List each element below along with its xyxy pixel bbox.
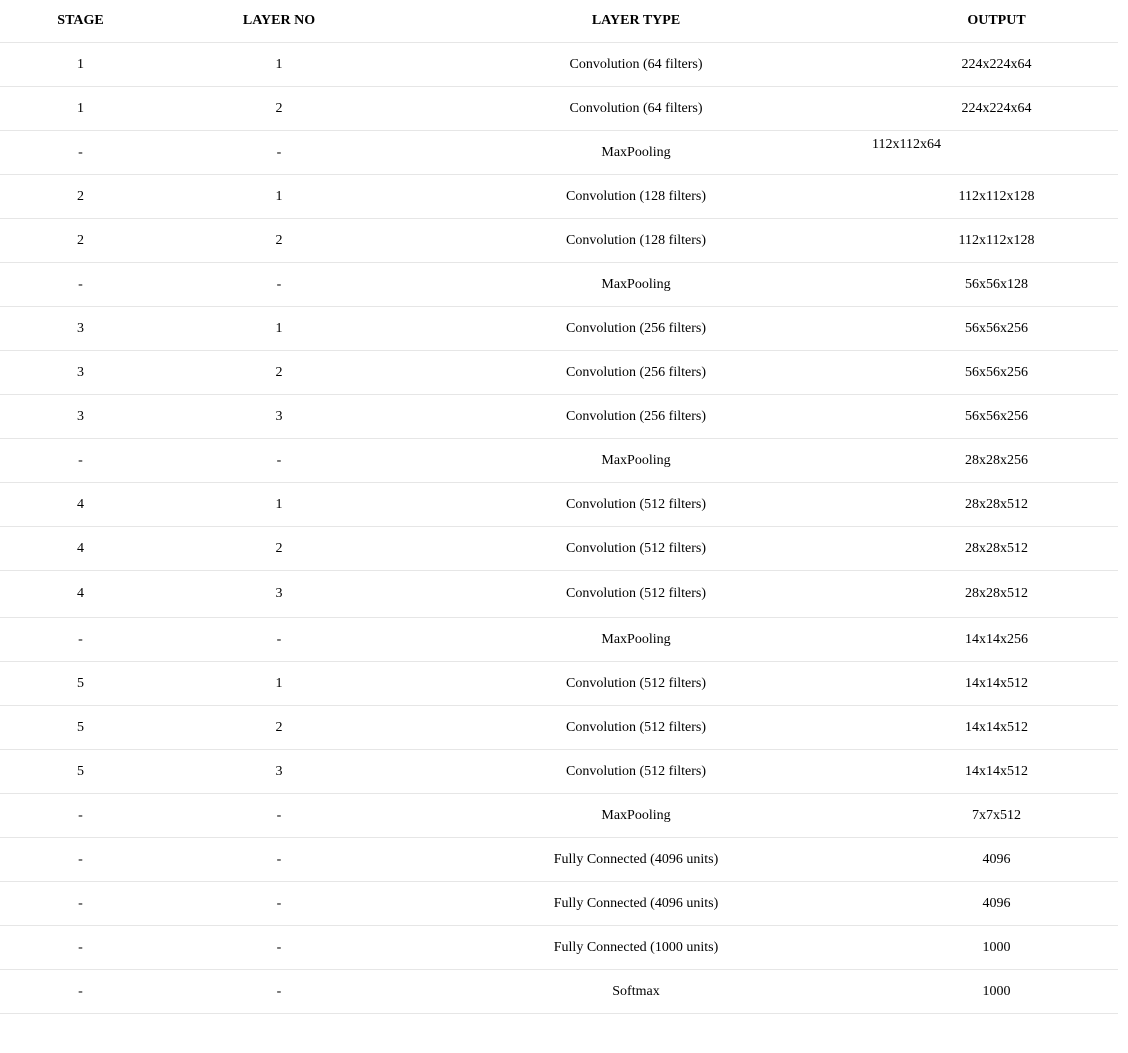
cell-layer-no: 1 xyxy=(161,483,397,527)
cell-layer-type: Convolution (512 filters) xyxy=(397,662,875,706)
cell-output: 28x28x256 xyxy=(875,439,1118,483)
cell-stage: - xyxy=(0,970,161,1014)
cell-layer-no: 3 xyxy=(161,571,397,618)
table-row xyxy=(0,750,1118,794)
cell-stage: - xyxy=(0,882,161,926)
cell-layer-no: 2 xyxy=(161,351,397,395)
cell-stage: 4 xyxy=(0,571,161,618)
cell-layer-type: Fully Connected (4096 units) xyxy=(397,882,875,926)
cell-layer-no: 1 xyxy=(161,662,397,706)
cell-output xyxy=(872,131,1118,175)
cell-stage: 2 xyxy=(0,175,161,219)
table-row xyxy=(0,263,1118,307)
cell-layer-no: - xyxy=(161,131,397,175)
header-layer-no: LAYER NO xyxy=(161,0,397,43)
header-row xyxy=(0,0,1118,43)
table-row xyxy=(0,970,1118,1014)
table-row xyxy=(0,439,1118,483)
cell-layer-no: - xyxy=(161,926,397,970)
table-row xyxy=(0,882,1118,926)
table-row xyxy=(0,131,1118,175)
cell-output: 28x28x512 xyxy=(875,571,1118,618)
cell-layer-type: Convolution (256 filters) xyxy=(397,395,875,439)
cell-output: 56x56x256 xyxy=(875,395,1118,439)
cell-layer-type: MaxPooling xyxy=(397,794,875,838)
cell-output-text: 112x112x64 xyxy=(872,137,941,152)
cell-layer-type: Convolution (512 filters) xyxy=(397,750,875,794)
cell-stage: - xyxy=(0,439,161,483)
table-row xyxy=(0,662,1118,706)
table-header xyxy=(0,0,1118,43)
cell-layer-type: Convolution (64 filters) xyxy=(397,87,875,131)
cell-stage: 5 xyxy=(0,662,161,706)
cell-output: 224x224x64 xyxy=(875,43,1118,87)
cell-layer-no: 1 xyxy=(161,175,397,219)
cell-output: 112x112x128 xyxy=(875,175,1118,219)
cell-layer-no: - xyxy=(161,794,397,838)
table-body xyxy=(0,43,1118,1014)
cell-output: 1000 xyxy=(875,970,1118,1014)
cell-stage: 1 xyxy=(0,43,161,87)
cell-layer-type: Convolution (256 filters) xyxy=(397,351,875,395)
cell-layer-type: Convolution (64 filters) xyxy=(397,43,875,87)
cell-output: 224x224x64 xyxy=(875,87,1118,131)
table-row xyxy=(0,483,1118,527)
cell-stage: 2 xyxy=(0,219,161,263)
table-row xyxy=(0,175,1118,219)
cell-layer-type: MaxPooling xyxy=(397,618,875,662)
cell-stage: 5 xyxy=(0,750,161,794)
cell-layer-type: Fully Connected (1000 units) xyxy=(397,926,875,970)
table-row xyxy=(0,43,1118,87)
table-row xyxy=(0,219,1118,263)
cell-output: 112x112x128 xyxy=(875,219,1118,263)
table-row xyxy=(0,706,1118,750)
cell-output: 7x7x512 xyxy=(875,794,1118,838)
cell-output: 14x14x512 xyxy=(875,662,1118,706)
cell-stage: - xyxy=(0,794,161,838)
cell-layer-no: - xyxy=(161,970,397,1014)
cell-stage: - xyxy=(0,131,161,175)
header-layer-type: LAYER TYPE xyxy=(397,0,875,43)
table-row xyxy=(0,838,1118,882)
cell-output: 56x56x256 xyxy=(875,307,1118,351)
cell-output: 14x14x512 xyxy=(875,750,1118,794)
table-row xyxy=(0,794,1118,838)
cell-layer-type: Convolution (128 filters) xyxy=(397,175,875,219)
cell-output: 1000 xyxy=(875,926,1118,970)
cell-stage: 1 xyxy=(0,87,161,131)
header-output: OUTPUT xyxy=(875,0,1118,43)
table-row xyxy=(0,395,1118,439)
table-row xyxy=(0,87,1118,131)
cell-layer-type: Convolution (512 filters) xyxy=(397,571,875,618)
cell-stage: 3 xyxy=(0,307,161,351)
cell-layer-no: 3 xyxy=(161,395,397,439)
cell-output: 56x56x256 xyxy=(875,351,1118,395)
cell-stage: 4 xyxy=(0,527,161,571)
cell-layer-no: 3 xyxy=(161,750,397,794)
cell-output: 28x28x512 xyxy=(875,483,1118,527)
table-row xyxy=(0,351,1118,395)
cell-layer-no: 2 xyxy=(161,87,397,131)
cell-layer-type: MaxPooling xyxy=(397,131,875,175)
cell-layer-no: 2 xyxy=(161,527,397,571)
cell-output: 14x14x512 xyxy=(875,706,1118,750)
cell-layer-type: Fully Connected (4096 units) xyxy=(397,838,875,882)
table-row xyxy=(0,618,1118,662)
table-row xyxy=(0,307,1118,351)
table-row xyxy=(0,926,1118,970)
cell-layer-no: 2 xyxy=(161,706,397,750)
cell-layer-no: - xyxy=(161,263,397,307)
cell-output: 14x14x256 xyxy=(875,618,1118,662)
cell-layer-no: - xyxy=(161,882,397,926)
cell-layer-type: Convolution (128 filters) xyxy=(397,219,875,263)
header-stage: STAGE xyxy=(0,0,161,43)
cell-stage: 3 xyxy=(0,395,161,439)
cell-output: 4096 xyxy=(875,838,1118,882)
cell-stage: 4 xyxy=(0,483,161,527)
cell-layer-type: Softmax xyxy=(397,970,875,1014)
cell-layer-type: Convolution (256 filters) xyxy=(397,307,875,351)
cell-output: 56x56x128 xyxy=(875,263,1118,307)
cell-stage: - xyxy=(0,926,161,970)
cell-stage: - xyxy=(0,263,161,307)
cell-layer-type: MaxPooling xyxy=(397,263,875,307)
cell-layer-no: 1 xyxy=(161,307,397,351)
cell-layer-type: MaxPooling xyxy=(397,439,875,483)
table-row xyxy=(0,527,1118,571)
cell-stage: - xyxy=(0,618,161,662)
cell-layer-no: - xyxy=(161,439,397,483)
cell-stage: 3 xyxy=(0,351,161,395)
cell-output: 28x28x512 xyxy=(875,527,1118,571)
cell-layer-type: Convolution (512 filters) xyxy=(397,527,875,571)
cell-layer-no: - xyxy=(161,618,397,662)
cell-layer-no: 1 xyxy=(161,43,397,87)
cell-layer-type: Convolution (512 filters) xyxy=(397,483,875,527)
cell-layer-no: - xyxy=(161,838,397,882)
table-row xyxy=(0,571,1118,618)
cell-output: 4096 xyxy=(875,882,1118,926)
cell-stage: - xyxy=(0,838,161,882)
cell-layer-type: Convolution (512 filters) xyxy=(397,706,875,750)
cell-stage: 5 xyxy=(0,706,161,750)
cell-layer-no: 2 xyxy=(161,219,397,263)
